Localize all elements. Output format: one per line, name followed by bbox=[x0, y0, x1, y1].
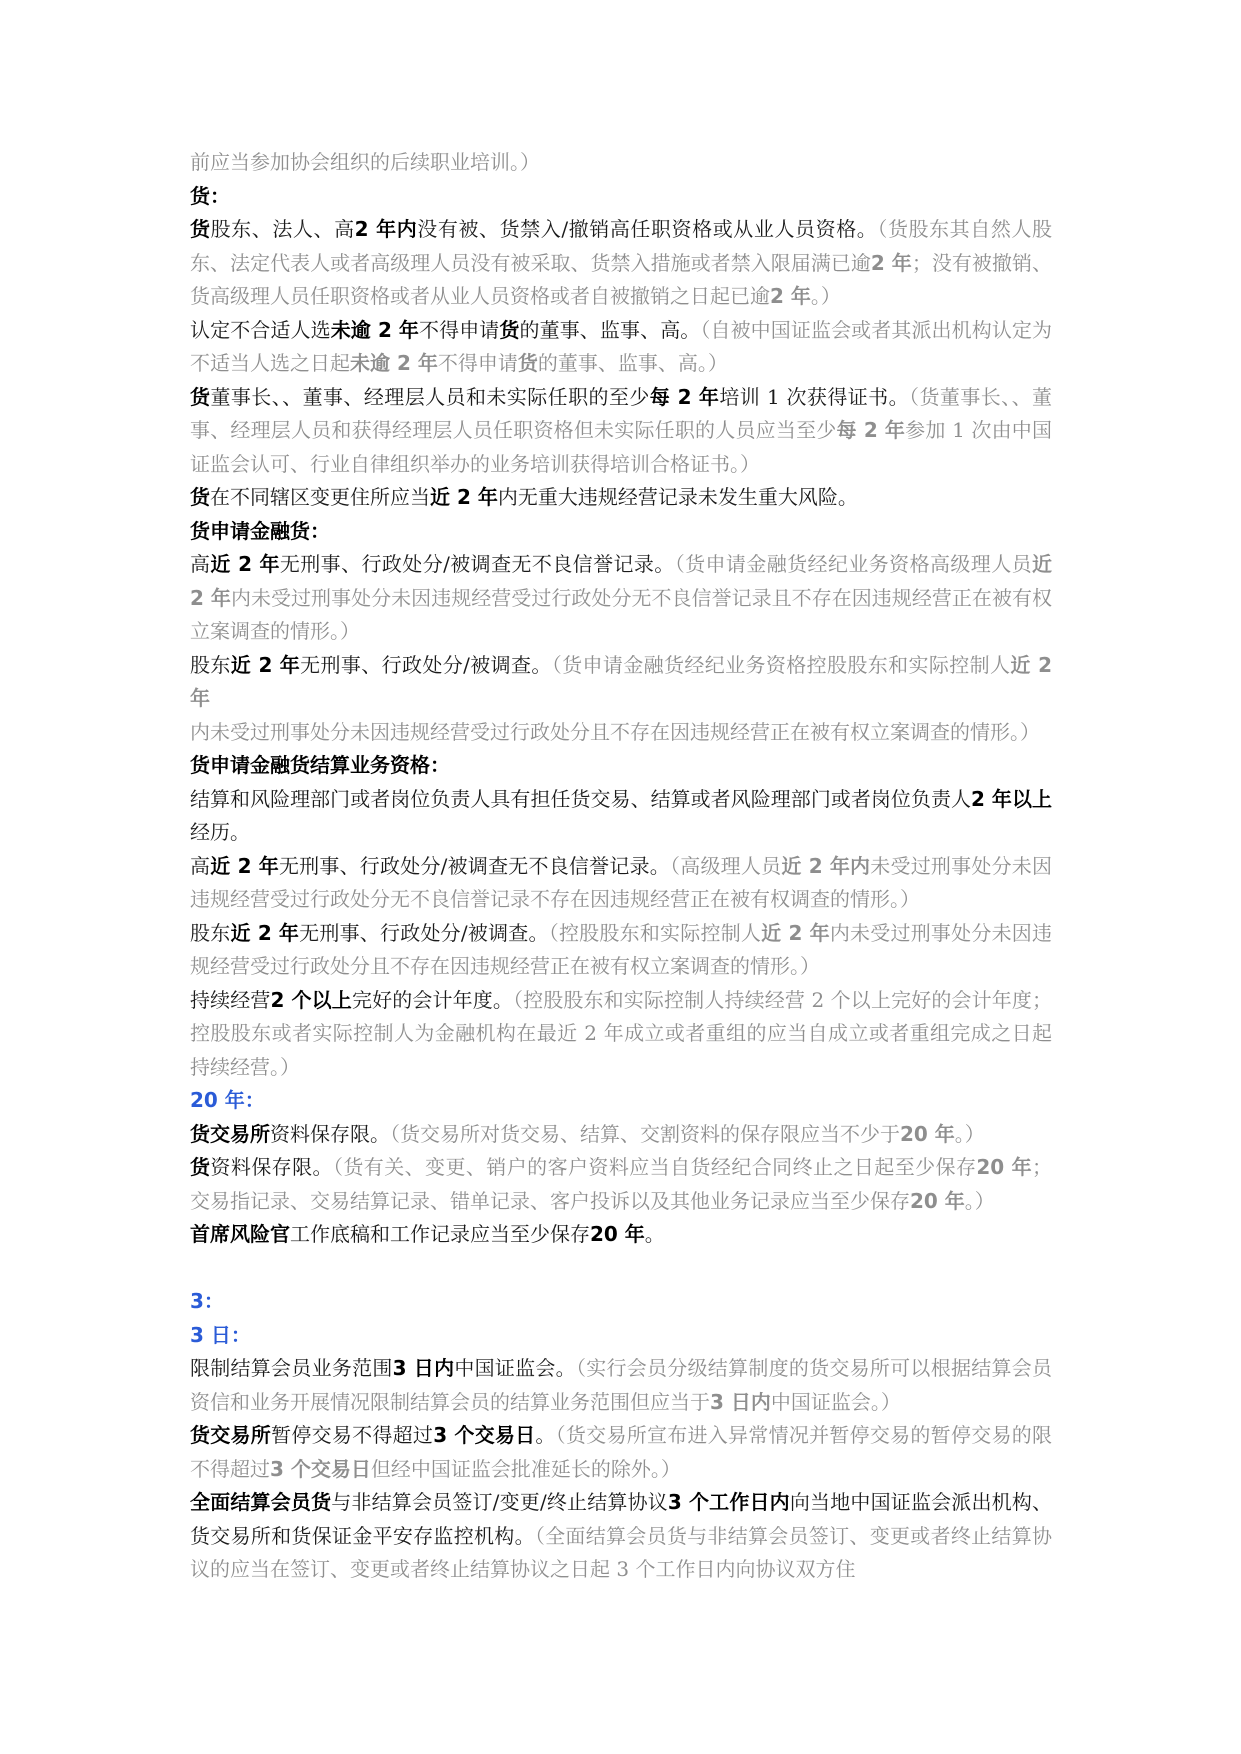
citation-text: （货股东其自然人股东、法定代表人或者高级理人员没有被采取、货禁入措施或者禁入限届满已逾 bbox=[190, 217, 1052, 275]
citation-text: （自被中国证监会或者其派出机构认定为不适当人选之日起 bbox=[190, 317, 1053, 375]
citation-text: （控股股东和实际控制人 bbox=[548, 920, 762, 945]
paragraph-clearing-agreement bbox=[190, 1486, 1052, 1587]
emphasis-text: 货 bbox=[190, 217, 211, 241]
body-text: 高 bbox=[190, 552, 211, 576]
paragraph-exchange-retention bbox=[190, 1118, 1052, 1152]
citation-text: 内未受过刑事处分未因违规经营受过行政处分且不存在因违规经营正在被有权立案调查的情形。） bbox=[190, 719, 1040, 744]
body-text: 股东 bbox=[190, 652, 231, 677]
citation-text: （高级理人员 bbox=[670, 853, 782, 878]
citation-text: 参加 1 次由中国证监会认可、行业自律组织举办的业务培训获得培训合格证书。） bbox=[190, 418, 1052, 476]
emphasis-text: 20 年 bbox=[590, 1222, 645, 1246]
body-text: 与非结算会员签订/变更/终止结算协议 bbox=[331, 1490, 668, 1514]
citation-text: 2 年 bbox=[870, 250, 912, 275]
citation-text: 。） bbox=[954, 1121, 985, 1146]
emphasis-text: 2 年内 bbox=[354, 217, 418, 241]
emphasis-text: 近 2 年 bbox=[230, 920, 300, 945]
heading-financial-futures: 货申请金融货： bbox=[190, 518, 330, 543]
body-text: 股东 bbox=[190, 920, 231, 945]
body-text: 培训 1 次获得证书。 bbox=[719, 384, 910, 409]
body-text: 经历。 bbox=[190, 820, 250, 844]
paragraph-training-note bbox=[190, 146, 1052, 180]
body-text: 资料保存限。 bbox=[210, 1155, 333, 1179]
heading-3: 3： bbox=[190, 1289, 224, 1313]
body-text: 无刑事、行政处分/被调查。 bbox=[300, 652, 552, 677]
paragraph-shareholder-2y bbox=[190, 213, 1052, 314]
emphasis-text: 货交易所 bbox=[190, 1423, 272, 1447]
citation-text: ；交易指记录、交易结算记录、错单记录、客户投诉以及其他业务记录应当至少保存 bbox=[190, 1155, 1053, 1213]
citation-text: 每 2 年 bbox=[836, 418, 906, 442]
citation-text: 3 个交易日 bbox=[270, 1456, 371, 1481]
citation-text: （货有关、变更、销户的客户资料应当自货经纪合同终止之日起至少保存 bbox=[332, 1155, 977, 1179]
citation-text: （货交易所宣布进入异常情况并暂停交易的暂停交易的限不得超过 bbox=[190, 1423, 1053, 1481]
body-text: 没有被、货禁入/撤销高任职资格或从业人员资格。 bbox=[417, 217, 878, 241]
citation-text: 20 年 bbox=[910, 1188, 965, 1213]
citation-text: 中国证监会。） bbox=[770, 1389, 901, 1414]
citation-text: 但经中国证监会批准延长的除外。） bbox=[370, 1456, 681, 1481]
body-text: 中国证监会。 bbox=[454, 1356, 576, 1380]
body-text: 向当地中国证监会派出机构、货交易所和货保证金平安存监控机构。 bbox=[190, 1490, 1053, 1548]
citation-text: 。） bbox=[964, 1188, 995, 1213]
citation-text: （控股股东和实际控制人持续经营 2 个以上完好的会计年度；控股股东或者实际控制人为金融机构在最近 2 年成立或者重组的应当自成立或者重组完成之日起持续经营。） bbox=[190, 987, 1052, 1079]
body-text: 高 bbox=[190, 853, 211, 878]
body-text: 在不同辖区变更住所应当 bbox=[210, 485, 430, 509]
emphasis-text: 3 个交易日 bbox=[433, 1423, 536, 1447]
emphasis-text: 3 日内 bbox=[392, 1356, 455, 1380]
paragraph-exec-no-record bbox=[190, 548, 1052, 649]
body-text: 持续经营 bbox=[190, 987, 271, 1012]
body-text: 。 bbox=[535, 1423, 556, 1447]
blank-line bbox=[190, 1252, 1052, 1286]
paragraph-settlement-experience bbox=[190, 783, 1052, 850]
citation-text: 近 2 年 bbox=[190, 552, 1053, 610]
paragraph-limit-settlement bbox=[190, 1352, 1052, 1419]
citation-text: 的董事、监事、高。） bbox=[537, 351, 728, 375]
body-text: 不得申请 bbox=[419, 317, 500, 342]
body-text: 完好的会计年度。 bbox=[351, 987, 513, 1012]
heading-huo: 货： bbox=[190, 183, 230, 208]
citation-text: 20 年 bbox=[976, 1155, 1033, 1179]
emphasis-text: 近 2 年 bbox=[430, 485, 498, 509]
citation-text: 20 年 bbox=[900, 1121, 955, 1146]
citation-text: ；没有被撤销、货高级理人员任职资格或者从业人员资格或者自被撤销之日起已逾 bbox=[190, 250, 1053, 308]
citation-text: （全面结算会员货与非结算会员签订、变更或者终止结算协议的应当在签订、变更或者终止结算协议之日起 3 个工作日内向协议双方住 bbox=[190, 1523, 1053, 1581]
paragraph-settlement-exec bbox=[190, 850, 1052, 917]
paragraph-chief-risk-officer bbox=[190, 1218, 1052, 1252]
emphasis-text: 货交易所 bbox=[190, 1121, 270, 1146]
body-text: 暂停交易不得超过 bbox=[271, 1423, 434, 1447]
citation-text: （货交易所对货交易、结算、交割资料的保存限应当不少于 bbox=[390, 1121, 900, 1146]
citation-text: 不得申请 bbox=[437, 351, 518, 375]
paragraph-futures-retention bbox=[190, 1151, 1052, 1218]
paragraph-suspend-trading bbox=[190, 1419, 1052, 1486]
body-text: 限制结算会员业务范围 bbox=[190, 1356, 393, 1380]
body-text: 的董事、监事、高。 bbox=[519, 317, 701, 342]
emphasis-text: 2 年以上 bbox=[971, 786, 1052, 811]
emphasis-text: 近 2 年 bbox=[210, 853, 279, 878]
heading-3-days: 3 日： bbox=[190, 1322, 251, 1347]
citation-text: 。） bbox=[810, 284, 841, 308]
citation-text: 近 2 年 bbox=[190, 652, 1053, 710]
emphasis-text: 近 2 年 bbox=[210, 552, 280, 576]
emphasis-text: 货 bbox=[190, 384, 211, 409]
emphasis-text: 货 bbox=[499, 317, 520, 342]
emphasis-text: 3 个工作日内 bbox=[667, 1490, 790, 1514]
emphasis-text: 近 2 年 bbox=[230, 652, 301, 677]
citation-text: 近 2 年内 bbox=[781, 853, 871, 878]
paragraph-relocation bbox=[190, 481, 1052, 515]
body-text: 工作底稿和工作记录应当至少保存 bbox=[290, 1222, 590, 1246]
body-text: 资料保存限。 bbox=[270, 1121, 390, 1146]
citation-text: 内未受过刑事处分未因违规经营受过行政处分无不良信誉记录且不存在因违规经营正在被有权立案调查的情形。） bbox=[190, 585, 1052, 643]
citation-text: （实行会员分级结算制度的货交易所可以根据结算会员资信和业务开展情况限制结算会员的结算业务范围但应当于 bbox=[190, 1356, 1053, 1414]
heading-settlement-qualification: 货申请金融货结算业务资格： bbox=[190, 753, 450, 777]
paragraph-training-every-2y bbox=[190, 381, 1052, 482]
body-text: 结算和风险理部门或者岗位负责人具有担任货交易、结算或者风险理部门或者岗位负责人 bbox=[190, 786, 972, 811]
emphasis-text: 每 2 年 bbox=[649, 384, 720, 409]
emphasis-text: 货 bbox=[190, 485, 210, 509]
paragraph-continuous-operation bbox=[190, 984, 1052, 1085]
emphasis-text: 全面结算会员货 bbox=[190, 1490, 332, 1514]
citation-text: 2 年 bbox=[770, 284, 811, 308]
citation-text: （货董事长、、董事、经理层人员和获得经理层人员任职资格但未实际任职的人员应当至少 bbox=[190, 384, 1053, 442]
body-text: 股东、法人、高 bbox=[210, 217, 355, 241]
paragraph-shareholder-no-record bbox=[190, 649, 1052, 750]
emphasis-text: 首席风险官 bbox=[190, 1222, 290, 1246]
body-text: 内无重大违规经营记录未发生重大风险。 bbox=[497, 485, 858, 509]
citation-text: 3 日内 bbox=[710, 1389, 771, 1414]
body-text: 无刑事、行政处分/被调查无不良信誉记录。 bbox=[279, 552, 675, 576]
citation-text: （货申请金融货经纪业务资格高级理人员 bbox=[674, 552, 1033, 576]
citation-text: 未受过刑事处分未因违规经营受过行政处分无不良信誉记录不存在因违规经营正在被有权调查的情形。） bbox=[190, 853, 1053, 911]
citation-text: 货 bbox=[517, 351, 538, 375]
paragraph-unfit-person bbox=[190, 314, 1052, 381]
body-text: 无刑事、行政处分/被调查无不良信誉记录。 bbox=[278, 853, 671, 878]
body-text: 董事长、、董事、经理层人员和未实际任职的至少 bbox=[210, 384, 650, 409]
emphasis-text: 2 个以上 bbox=[270, 987, 352, 1012]
body-text: 认定不合适人选 bbox=[190, 317, 331, 342]
body-text: 。 bbox=[644, 1222, 665, 1246]
citation-text: 近 2 年 bbox=[761, 920, 830, 945]
citation-text: 内未受过刑事处分未因违规经营受过行政处分且不存在因违规经营正在被有权立案调查的情形。） bbox=[190, 920, 1053, 978]
heading-20-years: 20 年： bbox=[190, 1088, 265, 1112]
emphasis-text: 未逾 2 年 bbox=[330, 317, 420, 342]
body-text: 无刑事、行政处分/被调查。 bbox=[299, 920, 549, 945]
citation-text: 未逾 2 年 bbox=[350, 351, 438, 375]
citation-text: 前应当参加协会组织的后续职业培训。） bbox=[190, 150, 540, 174]
emphasis-text: 货 bbox=[190, 1155, 211, 1179]
citation-text: （货申请金融货经纪业务资格控股股东和实际控制人 bbox=[551, 652, 1011, 677]
document-page bbox=[190, 146, 1052, 1587]
paragraph-settlement-shareholder bbox=[190, 917, 1052, 984]
